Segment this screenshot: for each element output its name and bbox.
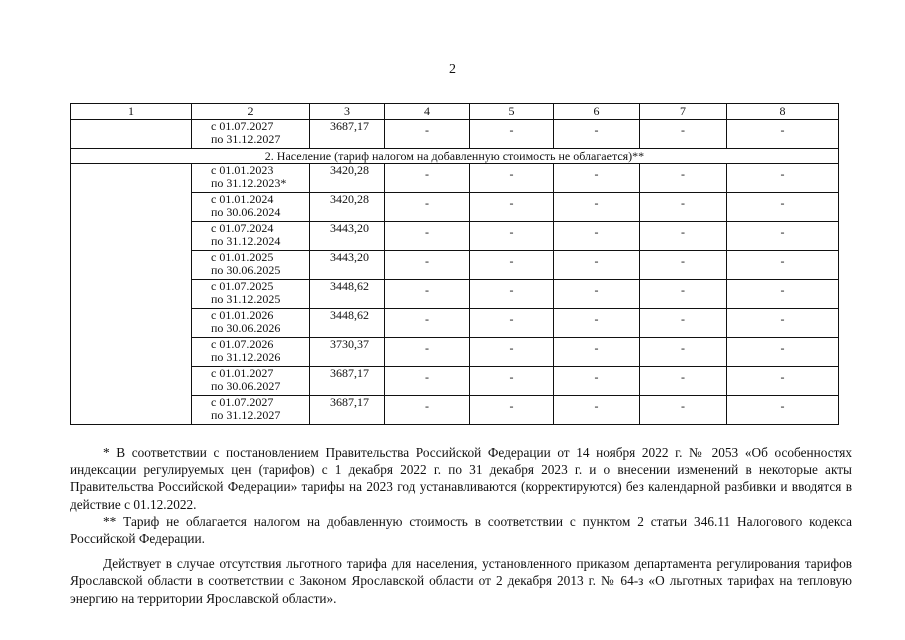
tariff-value: 3730,37 <box>310 338 385 367</box>
empty-value-cell <box>385 338 470 367</box>
dash-mark: - <box>780 123 785 137</box>
empty-value-cell <box>727 396 839 425</box>
dash-mark: - <box>681 341 685 355</box>
empty-value-cell <box>640 164 727 193</box>
dash-mark: - <box>425 196 429 210</box>
page-number: 2 <box>449 62 456 77</box>
empty-value-cell <box>640 280 727 309</box>
empty-value-cell <box>385 280 470 309</box>
footnotes <box>70 444 852 607</box>
empty-value-cell <box>554 396 640 425</box>
period-cell <box>192 120 310 149</box>
dash-mark: - <box>594 399 599 413</box>
column-header: 4 <box>385 104 470 120</box>
empty-value-cell <box>554 120 640 149</box>
period-from: с 01.07.2026 <box>211 337 274 351</box>
period-to: по 31.12.2027 <box>211 408 281 422</box>
period-from: с 01.01.2023 <box>211 163 274 177</box>
period-from: с 01.07.2024 <box>211 221 274 235</box>
table-row <box>71 164 839 193</box>
empty-value-cell <box>554 222 640 251</box>
dash-mark: - <box>425 123 429 137</box>
period-cell <box>192 396 310 425</box>
empty-value-cell <box>727 222 839 251</box>
period-from: с 01.01.2025 <box>211 250 274 264</box>
empty-value-cell <box>470 280 554 309</box>
tariff-table <box>70 103 839 425</box>
empty-value-cell <box>470 164 554 193</box>
period-cell <box>192 280 310 309</box>
empty-value-cell <box>385 251 470 280</box>
dash-mark: - <box>509 196 514 210</box>
dash-mark: - <box>780 254 785 268</box>
section-row <box>71 149 839 164</box>
empty-value-cell <box>554 367 640 396</box>
dash-mark: - <box>509 341 514 355</box>
dash-mark: - <box>780 312 785 326</box>
dash-mark: - <box>594 196 599 210</box>
dash-mark: - <box>681 370 685 384</box>
empty-value-cell <box>470 367 554 396</box>
empty-value-cell <box>385 309 470 338</box>
column-header: 6 <box>554 104 640 120</box>
table-row <box>71 120 839 149</box>
period-cell <box>192 309 310 338</box>
period-cell <box>192 338 310 367</box>
dash-mark: - <box>509 399 514 413</box>
period-from: с 01.01.2026 <box>211 308 274 322</box>
column-header: 5 <box>470 104 554 120</box>
empty-value-cell <box>470 222 554 251</box>
dash-mark: - <box>509 370 514 384</box>
dash-mark: - <box>594 370 599 384</box>
period-to: по 31.12.2025 <box>211 292 281 306</box>
dash-mark: - <box>425 399 429 413</box>
empty-value-cell <box>640 338 727 367</box>
tariff-value: 3443,20 <box>310 251 385 280</box>
dash-mark: - <box>780 283 785 297</box>
empty-value-cell <box>727 164 839 193</box>
dash-mark: - <box>425 283 429 297</box>
empty-value-cell <box>385 164 470 193</box>
empty-value-cell <box>727 338 839 367</box>
column-header: 7 <box>640 104 727 120</box>
period-from: с 01.01.2024 <box>211 192 274 206</box>
footnote-double-asterisk: ** Тариф не облагается налогом на добавленную стоимость в соответствии с пунктом 2 статьи 346.11 Налогового кодекса Российской Федерации. <box>70 513 852 547</box>
empty-value-cell <box>640 367 727 396</box>
dash-mark: - <box>681 312 685 326</box>
empty-value-cell <box>727 367 839 396</box>
period-from: с 01.07.2025 <box>211 279 274 293</box>
table-header-row <box>71 104 839 120</box>
dash-mark: - <box>425 167 429 181</box>
dash-mark: - <box>681 399 685 413</box>
period-to: по 31.12.2024 <box>211 234 281 248</box>
dash-mark: - <box>594 312 599 326</box>
empty-value-cell <box>640 396 727 425</box>
empty-value-cell <box>727 193 839 222</box>
dash-mark: - <box>780 341 785 355</box>
empty-value-cell <box>640 120 727 149</box>
empty-value-cell <box>554 280 640 309</box>
period-to: по 30.06.2024 <box>211 205 281 219</box>
dash-mark: - <box>780 167 785 181</box>
empty-value-cell <box>554 164 640 193</box>
column-header: 1 <box>71 104 192 120</box>
tariff-value: 3687,17 <box>310 367 385 396</box>
section-title: 2. Население (тариф налогом на добавленную стоимость не облагается)** <box>71 149 839 164</box>
dash-mark: - <box>594 254 599 268</box>
period-cell <box>192 251 310 280</box>
empty-value-cell <box>385 367 470 396</box>
dash-mark: - <box>780 370 785 384</box>
category-cell <box>71 164 192 425</box>
empty-value-cell <box>727 120 839 149</box>
dash-mark: - <box>681 225 685 239</box>
period-from: с 01.01.2027 <box>211 366 274 380</box>
period-from: с 01.07.2027 <box>211 119 274 133</box>
empty-value-cell <box>554 309 640 338</box>
dash-mark: - <box>594 341 599 355</box>
dash-mark: - <box>594 225 599 239</box>
tariff-value: 3443,20 <box>310 222 385 251</box>
empty-value-cell <box>385 396 470 425</box>
empty-value-cell <box>554 338 640 367</box>
tariff-value: 3448,62 <box>310 309 385 338</box>
empty-value-cell <box>470 396 554 425</box>
period-to: по 31.12.2027 <box>211 132 281 146</box>
period-cell <box>192 193 310 222</box>
dash-mark: - <box>509 123 514 137</box>
dash-mark: - <box>509 283 514 297</box>
empty-value-cell <box>385 193 470 222</box>
dash-mark: - <box>594 283 599 297</box>
empty-value-cell <box>640 251 727 280</box>
dash-mark: - <box>425 312 429 326</box>
dash-mark: - <box>509 312 514 326</box>
empty-value-cell <box>640 222 727 251</box>
empty-value-cell <box>470 251 554 280</box>
tariff-value: 3687,17 <box>310 396 385 425</box>
dash-mark: - <box>509 254 514 268</box>
dash-mark: - <box>681 196 685 210</box>
dash-mark: - <box>681 283 685 297</box>
dash-mark: - <box>425 341 429 355</box>
empty-value-cell <box>727 309 839 338</box>
dash-mark: - <box>780 225 785 239</box>
dash-mark: - <box>681 254 685 268</box>
footnote-single-asterisk: * В соответствии с постановлением Правительства Российской Федерации от 14 ноября 2022 г. № 2053 «Об особенностях индексации регулируемых цен (тарифов) с 1 декабря 2022 г. по 31 декабря 2023 г. и о внесении изменений в некоторые акты Правительства Российской Федерации» тарифы на 2023 год устанавливаются (корректируются) без календарной разбивки и вводятся в действие с 01.12.2022. <box>70 445 852 512</box>
dash-mark: - <box>425 225 429 239</box>
column-header: 2 <box>192 104 310 120</box>
tariff-value: 3420,28 <box>310 164 385 193</box>
period-to: по 31.12.2026 <box>211 350 281 364</box>
category-cell <box>71 120 192 149</box>
period-cell <box>192 164 310 193</box>
period-cell <box>192 222 310 251</box>
empty-value-cell <box>640 193 727 222</box>
dash-mark: - <box>681 123 685 137</box>
tariff-value: 3448,62 <box>310 280 385 309</box>
dash-mark: - <box>425 254 429 268</box>
empty-value-cell <box>385 120 470 149</box>
period-to: по 30.06.2026 <box>211 321 281 335</box>
empty-value-cell <box>470 120 554 149</box>
empty-value-cell <box>470 309 554 338</box>
dash-mark: - <box>509 167 514 181</box>
empty-value-cell <box>727 251 839 280</box>
dash-mark: - <box>780 399 785 413</box>
empty-value-cell <box>727 280 839 309</box>
validity-note: Действует в случае отсутствия льготного тарифа для населения, установленного приказом департамента регулирования тарифов Ярославской области в соответствии с Законом Ярославской области от 2 декабря 2013 г. № 64-з «О льготных тарифах на тепловую энергию на территории Ярославской области». <box>70 556 852 606</box>
dash-mark: - <box>594 167 599 181</box>
column-header: 3 <box>310 104 385 120</box>
dash-mark: - <box>509 225 514 239</box>
empty-value-cell <box>554 251 640 280</box>
column-header: 8 <box>727 104 839 120</box>
empty-value-cell <box>554 193 640 222</box>
empty-value-cell <box>470 338 554 367</box>
period-from: с 01.07.2027 <box>211 395 274 409</box>
empty-value-cell <box>385 222 470 251</box>
dash-mark: - <box>780 196 785 210</box>
period-to: по 30.06.2025 <box>211 263 281 277</box>
period-cell <box>192 367 310 396</box>
dash-mark: - <box>594 123 599 137</box>
period-to: по 30.06.2027 <box>211 379 281 393</box>
empty-value-cell <box>470 193 554 222</box>
empty-value-cell <box>640 309 727 338</box>
tariff-value: 3687,17 <box>310 120 385 149</box>
dash-mark: - <box>681 167 685 181</box>
dash-mark: - <box>425 370 429 384</box>
tariff-value: 3420,28 <box>310 193 385 222</box>
period-to: по 31.12.2023* <box>211 176 287 190</box>
